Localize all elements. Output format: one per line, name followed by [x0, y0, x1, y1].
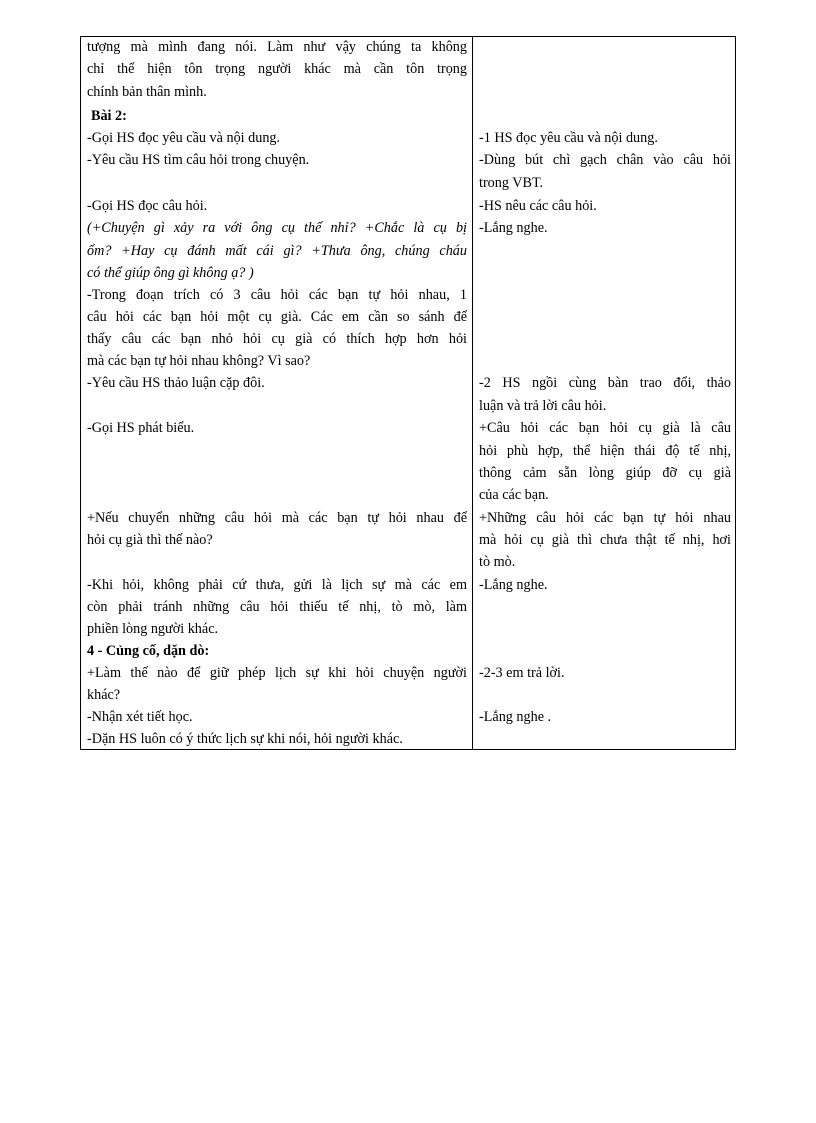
- text-line: tượng mà mình đang nói. Làm như vậy chúng ta không: [87, 39, 467, 55]
- text-line: -HS nêu các câu hỏi.: [479, 198, 597, 214]
- text-line: -Yêu cầu HS thảo luận cặp đôi.: [87, 375, 265, 391]
- text-line: -Nhận xét tiết học.: [87, 709, 193, 725]
- text-line: khác?: [87, 687, 121, 703]
- text-line: có thể giúp ông gì không ạ? ): [87, 265, 254, 281]
- text-line: thông cảm sẵn lòng giúp đỡ cụ già: [479, 465, 731, 481]
- text-line: -Lắng nghe.: [479, 577, 548, 593]
- text-line: -Trong đoạn trích có 3 câu hỏi các bạn tự hỏi nhau, 1: [87, 287, 467, 303]
- text-line: -1 HS đọc yêu cầu và nội dung.: [479, 130, 658, 146]
- text-line: -Lắng nghe.: [479, 220, 548, 236]
- text-line: phiền lòng người khác.: [87, 621, 219, 637]
- section-heading: 4 - Củng cố, dặn dò:: [87, 643, 210, 659]
- column-divider: [472, 37, 473, 749]
- text-line: mà các bạn tự hỏi nhau không? Vì sao?: [87, 353, 311, 369]
- text-line: -Gọi HS phát biểu.: [87, 420, 195, 436]
- text-line: +Làm thế nào để giữ phép lịch sự khi hỏi chuyện người: [87, 665, 467, 681]
- text-line: thấy câu các bạn nhỏ hỏi cụ già có thích hợp hơn hỏi: [87, 331, 467, 347]
- text-line: -2-3 em trả lời.: [479, 665, 565, 681]
- section-heading: Bài 2:: [91, 108, 127, 124]
- text-line: -Gọi HS đọc câu hỏi.: [87, 198, 208, 214]
- text-line: chỉ thể hiện tôn trọng người khác mà cần tôn trọng: [87, 61, 467, 77]
- text-line: -Lắng nghe .: [479, 709, 552, 725]
- text-line: còn phải tránh những câu hỏi thiếu tế nhị, tò mò, làm: [87, 599, 467, 615]
- text-line: câu hỏi các bạn hỏi một cụ già. Các em cần so sánh để: [87, 309, 467, 325]
- text-line: -Dặn HS luôn có ý thức lịch sự khi nói, hỏi người khác.: [87, 731, 403, 747]
- text-line: mà hỏi cụ già thì chưa thật tế nhị, hơi: [479, 532, 731, 548]
- text-line: luận và trả lời câu hỏi.: [479, 398, 607, 414]
- text-line: -2 HS ngồi cùng bàn trao đổi, thảo: [479, 375, 731, 391]
- text-line: -Dùng bút chì gạch chân vào câu hỏi: [479, 152, 731, 168]
- text-line: -Yêu cầu HS tìm câu hỏi trong chuyện.: [87, 152, 310, 168]
- text-line: chính bản thân mình.: [87, 84, 207, 100]
- text-line: +Nếu chuyển những câu hỏi mà các bạn tự hỏi nhau để: [87, 510, 467, 526]
- text-line: ốm? +Hay cụ đánh mất cái gì? +Thưa ông, chúng cháu: [87, 243, 467, 259]
- text-line: tò mò.: [479, 554, 516, 570]
- text-line: (+Chuyện gì xảy ra với ông cụ thế nhỉ? +Chắc là cụ bị: [87, 220, 467, 236]
- text-line: -Gọi HS đọc yêu cầu và nội dung.: [87, 130, 281, 146]
- text-line: -Khi hỏi, không phải cứ thưa, gửi là lịch sự mà các em: [87, 577, 467, 593]
- text-line: trong VBT.: [479, 175, 544, 191]
- text-line: hỏi cụ già thì thế nào?: [87, 532, 213, 548]
- lesson-table: [80, 36, 736, 750]
- text-line: hỏi phù hợp, thể hiện thái độ tế nhị,: [479, 443, 731, 459]
- text-line: của các bạn.: [479, 487, 549, 503]
- text-line: +Câu hỏi các bạn hỏi cụ già là câu: [479, 420, 731, 436]
- text-line: +Những câu hỏi các bạn tự hỏi nhau: [479, 510, 731, 526]
